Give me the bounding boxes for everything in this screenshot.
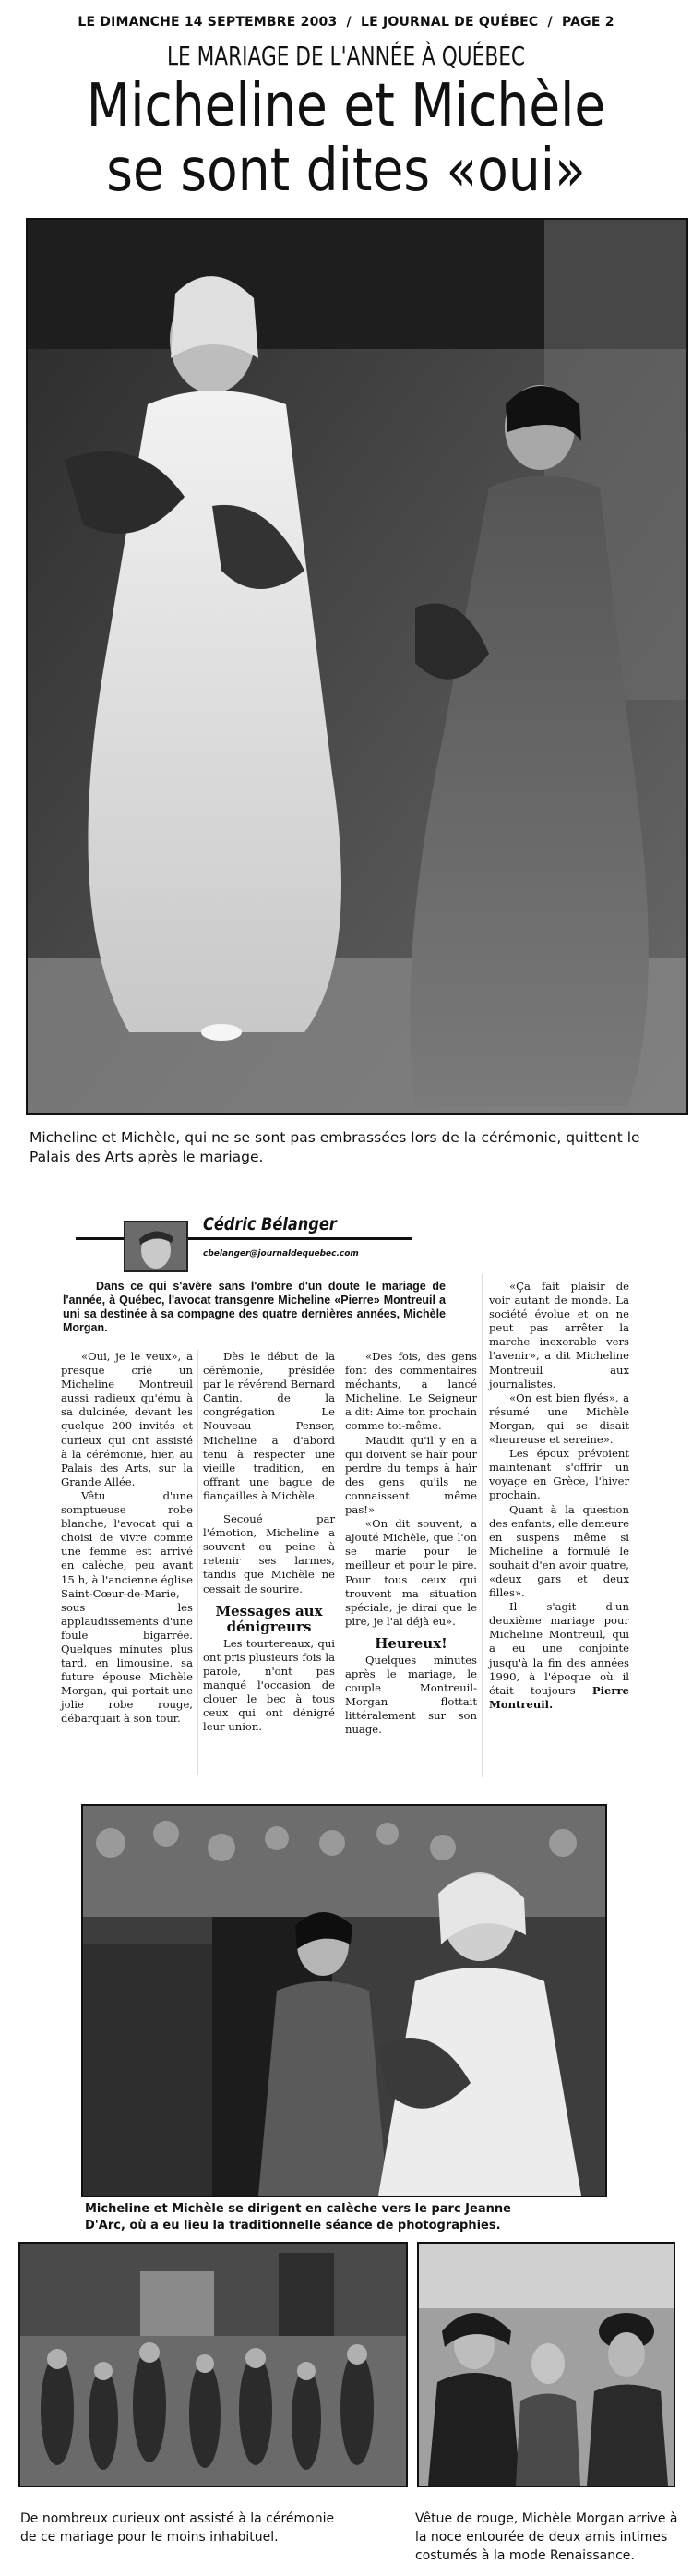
main-photo: [26, 218, 688, 1115]
paragraph: «Ça fait plaisir de voir autant de monde. La société évolue et on ne peut pas arrêter la marche inexorable vers l'avenir», a dit Micheline Montreuil aux journalistes.: [489, 1280, 629, 1390]
crowd-photo: [18, 2242, 408, 2487]
paragraph: Il s'agit d'un deuxième mariage pour Micheline Montreuil, qui a eu une conjointe jusqu'à la fin des années 1990, à l'époque où il était toujours Pierre Montreuil.: [489, 1600, 629, 1711]
paragraph: Secoué par l'émotion, Micheline a souvent eu peine à retenir ses larmes, tandis que Michèle ne cessait de sourire.: [203, 1512, 335, 1595]
main-photo-caption: Micheline et Michèle, qui ne se sont pas embrassées lors de la cérémonie, quittent le Palais des Arts après le mariage.: [30, 1129, 640, 1165]
paragraph: «Oui, je le veux», a presque crié un Micheline Montreuil aussi radieux qu'ému à sa dulcinée, devant les quelque 200 invités et curieux qui ont assisté à la cérémonie, hier, au Palais des Arts, sur la Grande Allée.: [61, 1350, 193, 1488]
bold-name: Pierre Montreuil.: [489, 1683, 629, 1711]
article-column-2: [203, 1350, 335, 1734]
article-column-1: [61, 1350, 193, 1727]
article-column-4: [489, 1280, 629, 1712]
folio-line: LE DIMANCHE 14 SEPTEMBRE 2003 / LE JOURNAL DE QUÉBEC / PAGE 2: [78, 15, 614, 30]
paragraph: «On dit souvent, a ajouté Michèle, que l'on se marie pour le meilleur et pour le pire. Pour tous ceux qui trouvent ma situation spéciale, je dirai que le pire, je l'ai déjà eu».: [345, 1517, 477, 1628]
paragraph: «Des fois, des gens font des commentaires méchants, a lancé Micheline. Le Seigneur a dit: Aime ton prochain comme toi-même.: [345, 1350, 477, 1433]
column-divider: [197, 1350, 198, 1775]
paragraph: «On est bien flyés», a résumé une Michèle Morgan, qui se disait «heureuse et sereine».: [489, 1390, 629, 1447]
caleche-photo: [81, 1804, 607, 2197]
paragraph: Maudit qu'il y en a qui doivent se haïr pour perdre du temps à haïr des gens qu'ils ne connaissent même pas!»: [345, 1433, 477, 1517]
paragraph: Les époux prévoient maintenant s'offrir un voyage en Grèce, l'hiver prochain.: [489, 1447, 629, 1502]
author-email[interactable]: cbelanger@journaldequebec.com: [203, 1249, 359, 1258]
paragraph: Vêtu d'une somptueuse robe blanche, l'avocat qui a choisi de vivre comme une femme est arrivé en calèche, peu avant 15 h, à l'ancienne église Saint-Cœur-de-Marie, sous les applaudissements d'une foule bigarrée. Quelques minutes plus tard, en limousine, sa future épouse Michèle Morgan, qui portait une jolie robe rouge, débarquait à son tour.: [61, 1488, 193, 1726]
author-portrait: [125, 1222, 186, 1270]
caleche-image: [83, 1806, 605, 2196]
article-column-3: [345, 1350, 477, 1737]
headline-line-2: se sont dites «oui»: [106, 137, 586, 205]
renaissance-photo-caption: Vêtue de rouge, Michèle Morgan arrive à la noce entourée de deux amis intimes costumés à la mode Renaissance.: [415, 2511, 678, 2563]
kicker: LE MARIAGE DE L'ANNÉE À QUÉBEC: [166, 41, 526, 71]
author-name: Cédric Bélanger: [203, 1214, 337, 1234]
subheading: Messages aux dénigreurs: [215, 1602, 323, 1635]
paragraph: Quelques minutes après le mariage, le couple Montreuil-Morgan flottait littéralement sur son nuage.: [345, 1653, 477, 1737]
subheading: Heureux!: [375, 1634, 447, 1652]
renaissance-photo: [417, 2242, 675, 2487]
author-photo: [124, 1221, 188, 1272]
headline-line-1: Micheline et Michèle: [86, 72, 606, 140]
crowd-photo-caption: De nombreux curieux ont assisté à la cérémonie de ce mariage pour le moins inhabituel.: [20, 2511, 335, 2545]
wedding-exit-photo: [28, 220, 686, 1113]
renaissance-image: [419, 2244, 674, 2486]
caleche-photo-caption: Micheline et Michèle se dirigent en calèche vers le parc Jeanne D'Arc, où a eu lieu la traditionnelle séance de photographies.: [85, 2202, 511, 2233]
lede-paragraph: Dans ce qui s'avère sans l'ombre d'un doute le mariage de l'année, à Québec, l'avocat transgenre Micheline «Pierre» Montreuil a uni sa destinée à sa compagne des quatre dernières années, Michèle Morgan.: [63, 1280, 446, 1334]
paragraph: Quant à la question des enfants, elle demeure en suspens même si Micheline a formulé le souhait d'en avoir quatre, «deux gars et deux filles».: [489, 1502, 629, 1600]
column-divider: [482, 1274, 483, 1777]
paragraph: Les tourtereaux, qui ont pris plusieurs fois la parole, n'ont pas manqué l'occasion de clouer le bec à tous ceux qui ont dénigré leur union.: [203, 1636, 335, 1734]
crowd-image: [20, 2244, 406, 2486]
paragraph: Dès le début de la cérémonie, présidée par le révérend Bernard Cantin, de la congrégation Le Nouveau Penser, Micheline a d'abord tenu à respecter une vieille tradition, en offrant une bague de fiançailles à Michèle.: [203, 1350, 335, 1502]
